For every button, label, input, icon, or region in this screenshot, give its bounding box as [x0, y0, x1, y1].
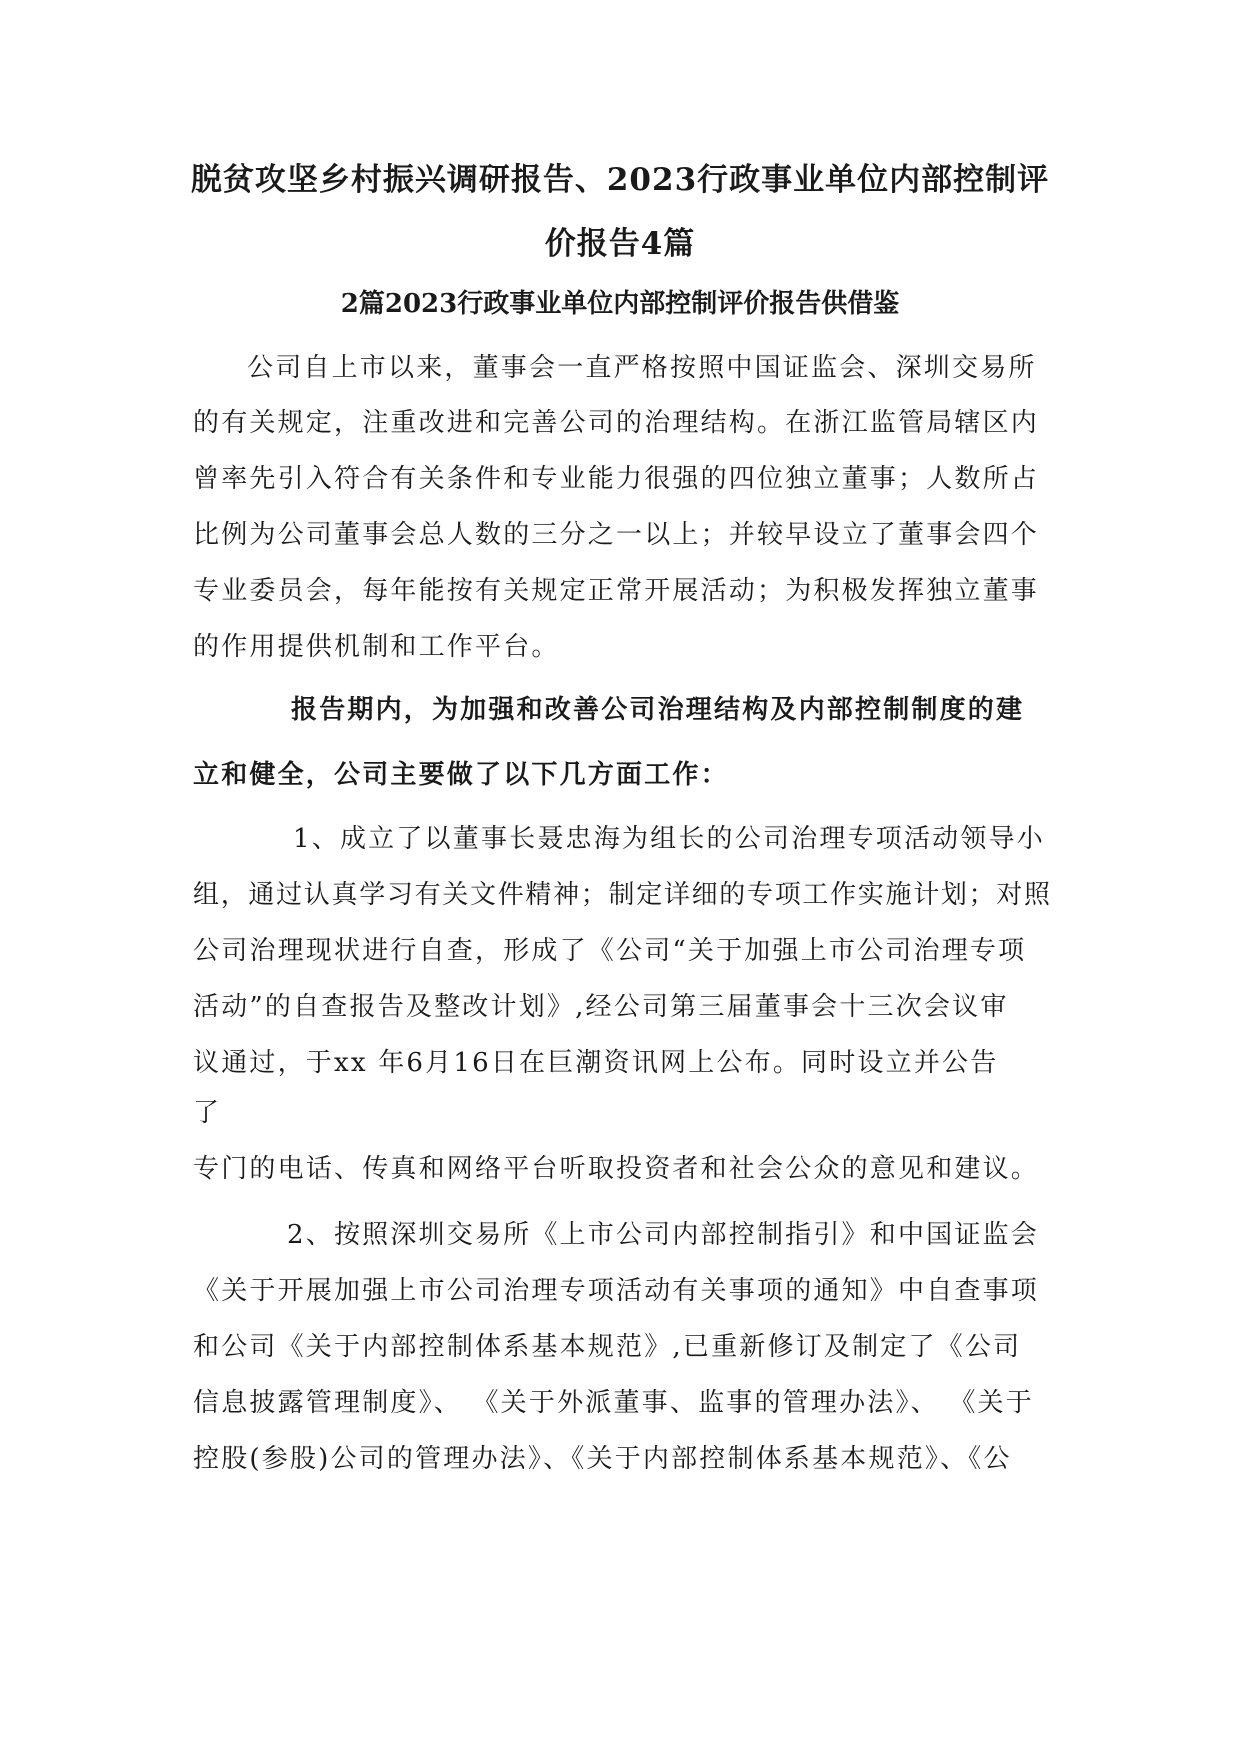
document-title-line-1: 脱贫攻坚乡村振兴调研报告、2023行政事业单位内部控制评	[190, 162, 1050, 198]
paragraph-3-line-4: 活动”的自查报告及整改计划》,经公司第三届董事会十三次会议审	[193, 992, 1009, 1022]
paragraph-3-line-1: 1、成立了以董事长聂忠海为组长的公司治理专项活动领导小	[293, 824, 1045, 854]
paragraph-1-line-6: 的作用提供机制和工作平台。	[193, 632, 560, 662]
paragraph-2-line-2: 立和健全，公司主要做了以下几方面工作：	[193, 760, 729, 790]
paragraph-1-line-1: 公司自上市以来，董事会一直严格按照中国证监会、深圳交易所	[247, 353, 1037, 383]
paragraph-4-line-3: 和公司《关于内部控制体系基本规范》,已重新修订及制定了《公司	[193, 1332, 1022, 1362]
paragraph-3-line-5: 议通过，于xx 年6月16日在巨潮资讯网上公布。同时设立并公告	[193, 1048, 999, 1078]
paragraph-3-line-2: 组，通过认真学习有关文件精神；制定详细的专项工作实施计划；对照	[193, 880, 1052, 910]
paragraph-2-line-1: 报告期内，为加强和改善公司治理结构及内部控制制度的建	[291, 695, 1025, 725]
paragraph-1-line-3: 曾率先引入符合有关条件和专业能力很强的四位独立董事；人数所占	[193, 464, 1040, 494]
paragraph-4-line-5: 控股(参股)公司的管理办法》、《关于内部控制体系基本规范》、《公	[193, 1444, 1012, 1474]
paragraph-3-line-7: 专门的电话、传真和网络平台听取投资者和社会公众的意见和建议。	[193, 1154, 1040, 1184]
paragraph-1-line-4: 比例为公司董事会总人数的三分之一以上；并较早设立了董事会四个	[193, 520, 1040, 550]
paragraph-4-line-2: 《关于开展加强上市公司治理专项活动有关事项的通知》中自查事项	[193, 1276, 1040, 1306]
paragraph-3-line-6: 了	[193, 1098, 222, 1128]
paragraph-3-line-3: 公司治理现状进行自查，形成了《公司“关于加强上市公司治理专项	[193, 936, 1027, 966]
paragraph-1-line-2: 的有关规定，注重改进和完善公司的治理结构。在浙江监管局辖区内	[193, 408, 1040, 438]
paragraph-4-line-1: 2、按照深圳交易所《上市公司内部控制指引》和中国证监会	[287, 1220, 1039, 1250]
document-title-line-2: 价报告4篇	[544, 226, 696, 262]
paragraph-1-line-5: 专业委员会，每年能按有关规定正常开展活动；为积极发挥独立董事	[193, 576, 1040, 606]
paragraph-4-line-4: 信息披露管理制度》、 《关于外派董事、监事的管理办法》、 《关于	[193, 1388, 1034, 1418]
document-subtitle: 2篇2023行政事业单位内部控制评价报告供借鉴	[340, 289, 900, 319]
